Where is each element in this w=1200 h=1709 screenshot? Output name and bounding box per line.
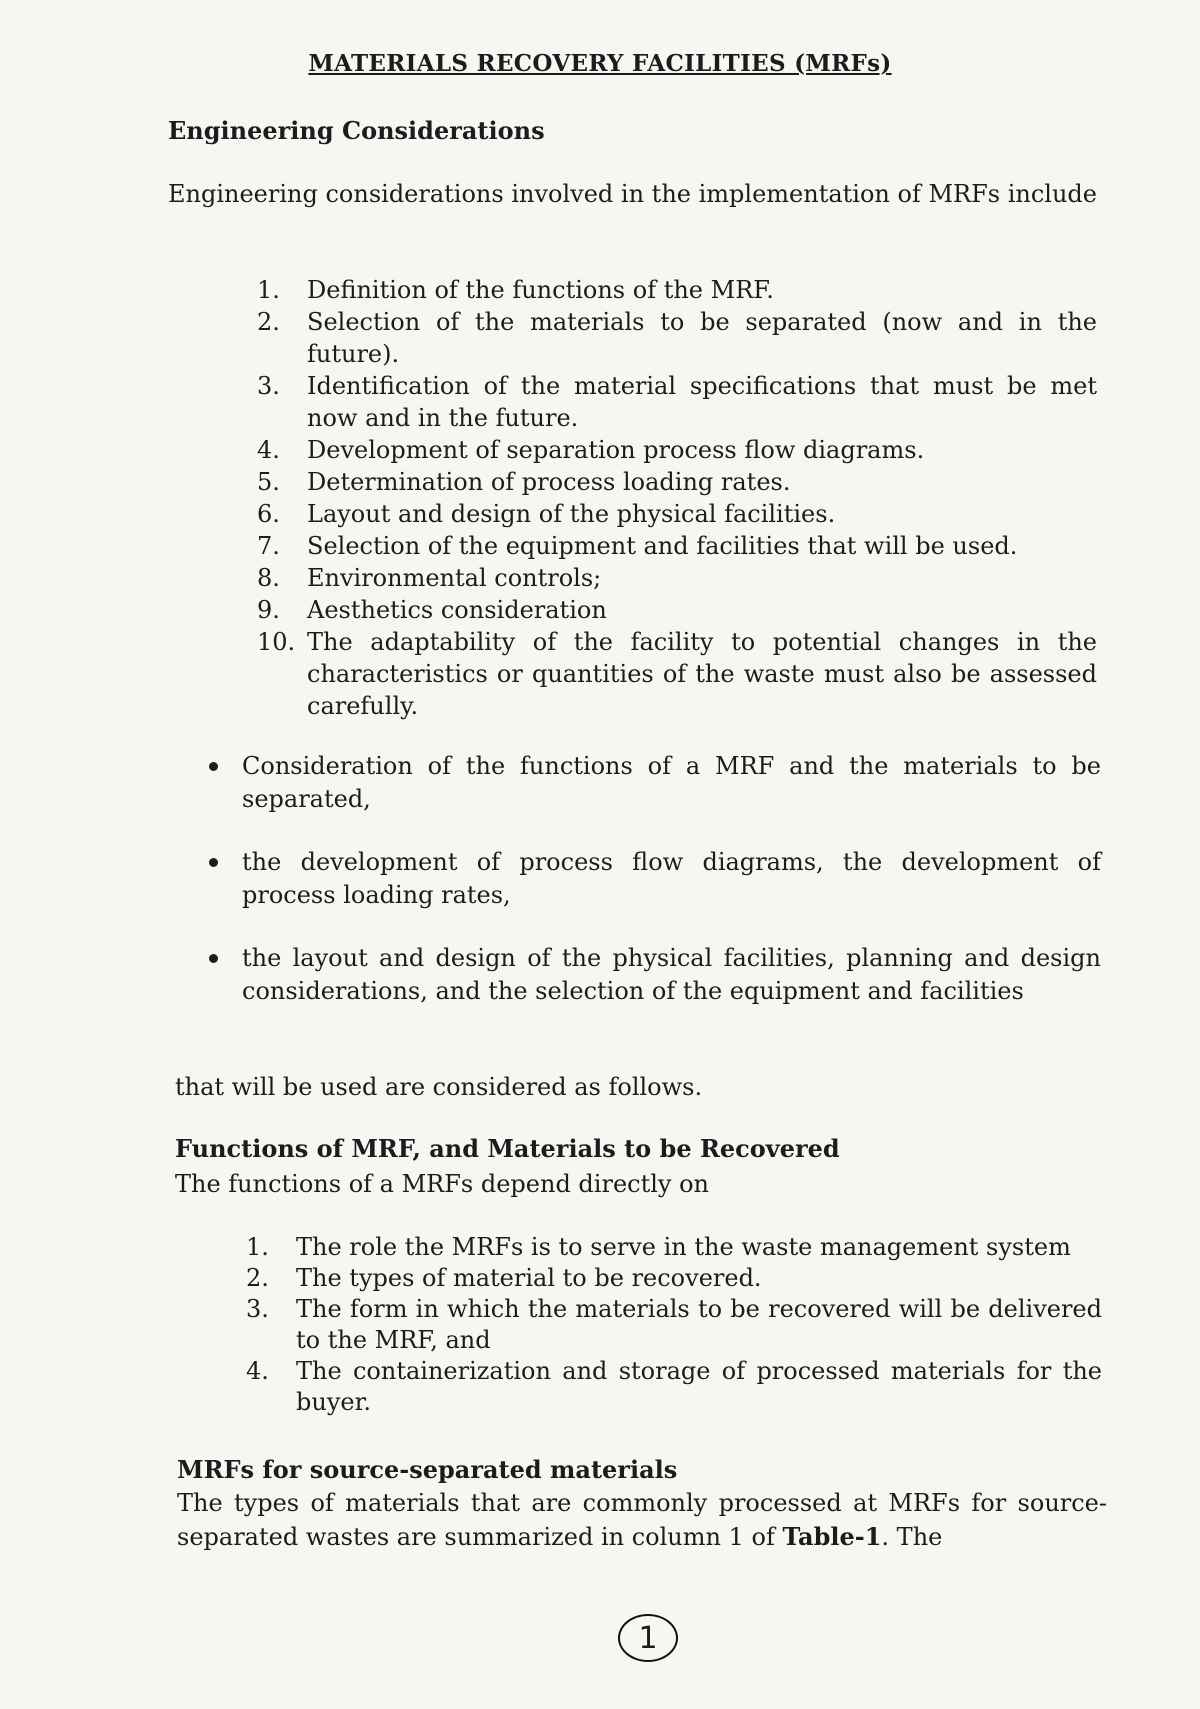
functions-item-number: 2.: [246, 1264, 269, 1292]
engineering-item-number: 1.: [257, 276, 280, 304]
engineering-bullets: [209, 750, 1101, 1038]
engineering-item-number: 10.: [257, 628, 296, 656]
functions-item-number: 4.: [246, 1357, 269, 1385]
engineering-item: [257, 434, 1097, 466]
page-number: [618, 1614, 678, 1662]
source-separated-heading: MRFs for source-separated materials: [177, 1455, 678, 1484]
source-separated-text-before: The types of materials that are commonly processed at MRFs for source-separated wastes are summarized in column 1 of: [177, 1489, 1107, 1551]
page-number-value: 1: [638, 1620, 658, 1656]
engineering-item-text: Environmental controls;: [307, 564, 602, 592]
engineering-item-text: Aesthetics consideration: [307, 596, 607, 624]
engineering-item: [257, 530, 1097, 562]
engineering-item-number: 9.: [257, 596, 280, 624]
engineering-item-text: Identification of the material specifications that must be met now and in the future.: [307, 372, 1097, 432]
functions-item-text: The types of material to be recovered.: [296, 1264, 762, 1292]
engineering-item-number: 2.: [257, 308, 280, 336]
engineering-item-text: Definition of the functions of the MRF.: [307, 276, 774, 304]
functions-intro: The functions of a MRFs depend directly on: [175, 1170, 709, 1198]
bullet-item: [209, 846, 1101, 912]
page-title: MATERIALS RECOVERY FACILITIES (MRFs): [308, 50, 892, 77]
engineering-heading: Engineering Considerations: [168, 116, 545, 145]
engineering-item: [257, 370, 1097, 434]
functions-item: [246, 1294, 1102, 1356]
engineering-item-text: Selection of the materials to be separated (now and in the future).: [307, 308, 1097, 368]
engineering-item-text: The adaptability of the facility to potential changes in the characteristics or quantities of the waste must also be assessed carefully.: [307, 628, 1097, 720]
functions-item-number: 3.: [246, 1295, 269, 1323]
functions-heading: Functions of MRF, and Materials to be Recovered: [175, 1134, 840, 1163]
table-reference: Table-1: [782, 1522, 882, 1551]
engineering-item-number: 7.: [257, 532, 280, 560]
engineering-item: [257, 466, 1097, 498]
engineering-item-text: Selection of the equipment and facilities that will be used.: [307, 532, 1018, 560]
functions-item-number: 1.: [246, 1233, 269, 1261]
bullet-text: the layout and design of the physical facilities, planning and design considerations, and the selection of the equipment and facilities: [242, 944, 1101, 1005]
bullet-icon: [209, 954, 218, 963]
engineering-item: [257, 562, 1097, 594]
engineering-item-text: Layout and design of the physical facilities.: [307, 500, 836, 528]
bullet-text: Consideration of the functions of a MRF and the materials to be separated,: [242, 752, 1101, 813]
engineering-intro: Engineering considerations involved in the implementation of MRFs include: [168, 180, 1097, 208]
engineering-item: [257, 306, 1097, 370]
engineering-item-number: 8.: [257, 564, 280, 592]
engineering-item-text: Development of separation process flow diagrams.: [307, 436, 925, 464]
bullet-icon: [209, 762, 218, 771]
functions-item: [246, 1263, 1102, 1294]
engineering-item-number: 3.: [257, 372, 280, 400]
functions-item-text: The role the MRFs is to serve in the waste management system: [296, 1233, 1071, 1261]
functions-item-text: The form in which the materials to be recovered will be delivered to the MRF, and: [296, 1295, 1102, 1354]
bullet-item: [209, 942, 1101, 1008]
engineering-item: [257, 274, 1097, 306]
engineering-item: [257, 594, 1097, 626]
engineering-item: [257, 498, 1097, 530]
bullet-text: the development of process flow diagrams, the development of process loading rates,: [242, 848, 1101, 909]
source-separated-text: [177, 1487, 1107, 1554]
engineering-list: [257, 274, 1097, 722]
engineering-item-number: 4.: [257, 436, 280, 464]
engineering-item: [257, 626, 1097, 722]
functions-item: [246, 1356, 1102, 1418]
engineering-closing: that will be used are considered as follows.: [175, 1073, 703, 1101]
bullet-item: [209, 750, 1101, 816]
source-separated-text-after: . The: [881, 1523, 943, 1551]
functions-list: [246, 1232, 1102, 1418]
engineering-item-text: Determination of process loading rates.: [307, 468, 791, 496]
engineering-item-number: 6.: [257, 500, 280, 528]
bullet-icon: [209, 858, 218, 867]
functions-item: [246, 1232, 1102, 1263]
functions-item-text: The containerization and storage of processed materials for the buyer.: [296, 1357, 1102, 1416]
engineering-item-number: 5.: [257, 468, 280, 496]
